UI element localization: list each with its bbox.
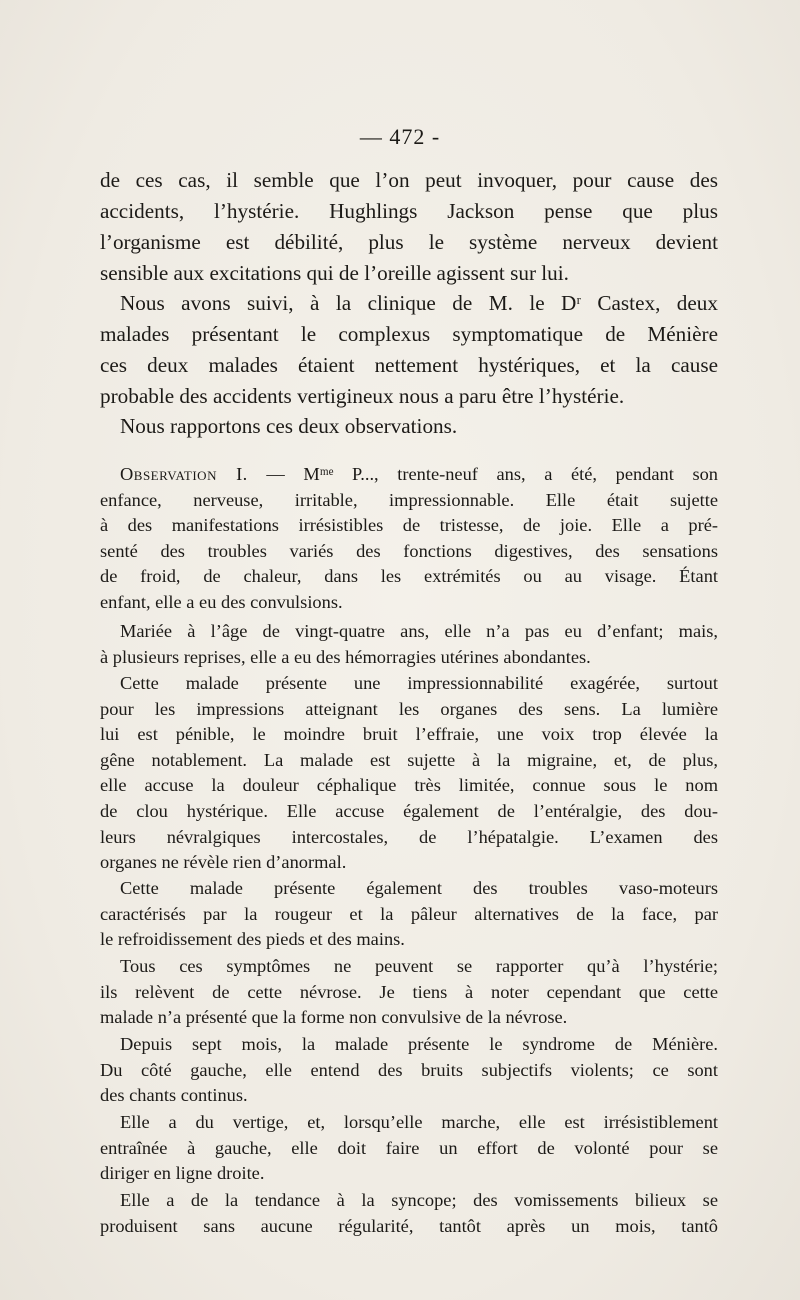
text-line: gêne notablement. La malade est sujette à la migraine, et, de plus,	[100, 749, 718, 770]
text-line: produisent sans aucune régularité, tantôt après un mois, tantô	[100, 1215, 718, 1236]
text-line	[100, 462, 718, 488]
observation-paragraph-2	[100, 619, 718, 670]
text-line: lui est pénible, le moindre bruit l’effraie, une voix trop élevée la	[100, 724, 718, 745]
observation-paragraph-7	[100, 1110, 718, 1187]
text-line: des chants continus.	[100, 1085, 248, 1106]
text-line: Du côté gauche, elle entend des bruits subjectifs violents; ce sont	[100, 1059, 718, 1080]
text-line: Cette malade présente une impressionnabilité exagérée, surtout	[120, 673, 718, 693]
paragraph-3	[100, 411, 718, 442]
text-line: Elle a de la tendance à la syncope; des vomissements bilieux se	[120, 1190, 718, 1210]
observation-heading-rest: — Mᵐᵉ P..., trente-neuf ans, a été, pendant son	[247, 464, 718, 484]
text-line: enfance, nerveuse, irritable, impressionnable. Elle était sujette	[100, 489, 718, 510]
observation-heading: Observation I.	[120, 464, 248, 484]
text-line: probable des accidents vertigineux nous a paru être l’hystérie.	[100, 384, 625, 408]
text-line: de clou hystérique. Elle accuse également de l’entéralgie, des dou-	[100, 800, 718, 821]
text-line: ils relèvent de cette névrose. Je tiens à noter cependant que cette	[100, 981, 718, 1002]
text-line: de froid, de chaleur, dans les extrémités ou au visage. Étant	[100, 566, 718, 587]
text-line: à des manifestations irrésistibles de tristesse, de joie. Elle a pré-	[100, 515, 718, 536]
text-line: le refroidissement des pieds et des mains.	[100, 929, 405, 950]
text-line: accidents, l’hystérie. Hughlings Jackson pense que plus	[100, 199, 718, 223]
text-line: ces deux malades étaient nettement hystériques, et la cause	[100, 353, 718, 377]
text-line: Tous ces symptômes ne peuvent se rapporter qu’à l’hystérie;	[120, 956, 718, 976]
observation-paragraph-1	[100, 462, 718, 616]
text-line: Nous avons suivi, à la clinique de M. le Dʳ Castex, deux	[120, 291, 718, 315]
text-line: de ces cas, il semble que l’on peut invoquer, pour cause des	[100, 168, 718, 192]
text-line: leurs névralgiques intercostales, de l’hépatalgie. L’examen des	[100, 826, 718, 847]
text-line: sensible aux excitations qui de l’oreille agissent sur lui.	[100, 261, 569, 285]
text-line: enfant, elle a eu des convulsions.	[100, 591, 343, 612]
text-line: elle accuse la douleur céphalique très limitée, connue sous le nom	[100, 775, 718, 796]
paragraph-2	[100, 288, 718, 412]
observation-paragraph-4	[100, 876, 718, 953]
text-line: entraînée à gauche, elle doit faire un effort de volonté pour se	[100, 1137, 718, 1158]
text-line: à plusieurs reprises, elle a eu des hémorragies utérines abondantes.	[100, 646, 591, 667]
text-line: l’organisme est débilité, plus le système nerveux devient	[100, 230, 718, 254]
text-line: caractérisés par la rougeur et la pâleur alternatives de la face, par	[100, 903, 718, 924]
page-number: — 472 -	[359, 124, 441, 149]
text-line: malade n’a présenté que la forme non convulsive de la névrose.	[100, 1007, 568, 1028]
text-line: Cette malade présente également des troubles vaso-moteurs	[120, 878, 718, 898]
text-line: pour les impressions atteignant les organes des sens. La lumière	[100, 698, 718, 719]
text-line: diriger en ligne droite.	[100, 1163, 265, 1184]
text-line: organes ne révèle rien d’anormal.	[100, 852, 347, 873]
text-line: malades présentant le complexus symptomatique de Ménière	[100, 322, 718, 346]
text-line: senté des troubles variés des fonctions digestives, des sensations	[100, 540, 718, 561]
observation-paragraph-6	[100, 1032, 718, 1109]
text-line: Mariée à l’âge de vingt-quatre ans, elle n’a pas eu d’enfant; mais,	[120, 621, 718, 641]
observation-paragraph-5	[100, 954, 718, 1031]
text-line: Nous rapportons ces deux observations.	[120, 414, 458, 438]
text-line: Depuis sept mois, la malade présente le syndrome de Ménière.	[120, 1034, 718, 1054]
observation-paragraph-3	[100, 671, 718, 876]
text-line: Elle a du vertige, et, lorsqu’elle marche, elle est irrésistiblement	[120, 1112, 718, 1132]
paragraph-1	[100, 165, 718, 289]
observation-paragraph-8	[100, 1188, 718, 1239]
